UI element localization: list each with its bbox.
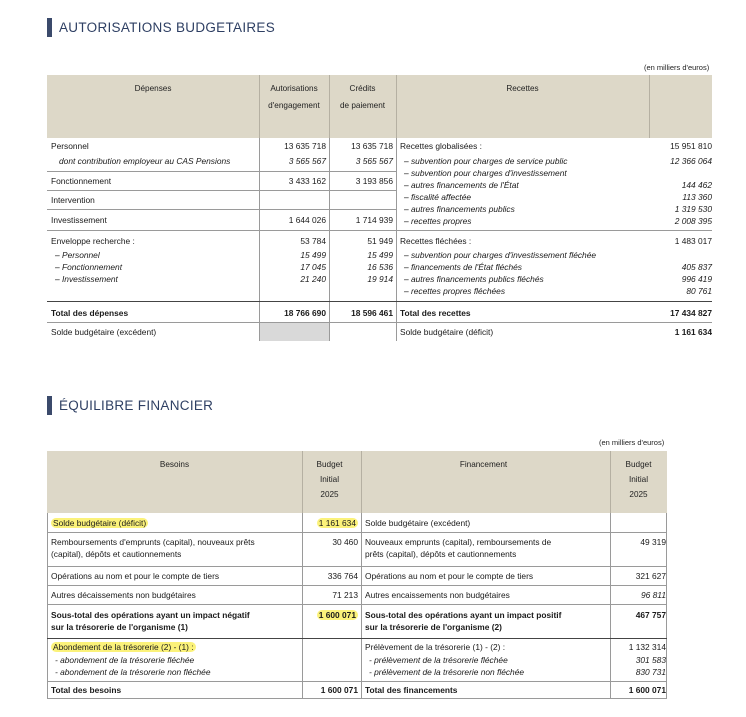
divider xyxy=(47,604,667,605)
rec-globalisees-label: Recettes globalisées : xyxy=(400,141,482,151)
eq-total-financements-label: Total des financements xyxy=(365,685,458,695)
rec-autres-publics-value: 1 319 530 xyxy=(674,204,712,214)
eq-ops-right-value: 321 627 xyxy=(635,571,666,581)
rec-publics-flechees-label: – autres financements publics fléchés xyxy=(404,274,544,284)
divider xyxy=(259,75,260,138)
section-marker xyxy=(47,396,52,415)
row-env-invest-ae: 21 240 xyxy=(300,274,326,284)
header-budget-line1: Budget xyxy=(316,460,343,469)
row-investissement-cp: 1 714 939 xyxy=(355,215,393,225)
divider xyxy=(47,698,667,699)
eq-ops-right-label: Opérations au nom et pour le compte de tiers xyxy=(365,571,534,581)
eq-nouv-value: 49 319 xyxy=(640,537,666,547)
divider xyxy=(649,75,650,138)
total-recettes-label: Total des recettes xyxy=(400,308,471,318)
eq-prel-non-flechee: - prélèvement de la trésorerie non fléchée xyxy=(369,667,525,677)
eq-abond-non-flechee: - abondement de la trésorerie non fléchée xyxy=(55,667,211,677)
row-cas-label: dont contribution employeur au CAS Pensions xyxy=(59,156,231,166)
rec-scsp-value: 12 366 064 xyxy=(670,156,712,166)
eq-prel-value: 1 132 314 xyxy=(628,642,666,652)
eq-nouv-line1: Nouveaux emprunts (capital), remboursements de xyxy=(365,537,552,547)
eq-nouv-line2: prêts (capital), dépôts et cautionnements xyxy=(365,549,517,559)
total-depenses-cp: 18 596 461 xyxy=(351,308,393,318)
eq-st-pos-value: 467 757 xyxy=(635,610,666,620)
row-cas-cp: 3 565 567 xyxy=(355,156,393,166)
rec-globalisees-value: 15 951 810 xyxy=(670,141,712,151)
rec-propres-label: – recettes propres xyxy=(404,216,472,226)
rec-propres-flechees-value: 80 761 xyxy=(686,286,712,296)
eq-aut-dec-value: 71 213 xyxy=(332,590,358,600)
divider xyxy=(47,681,667,682)
row-personnel-cp: 13 635 718 xyxy=(351,141,393,151)
section-title-autorisations xyxy=(47,18,275,37)
eq-prel-non-flechee-value: 830 731 xyxy=(635,667,666,677)
rec-etat-flechees-value: 405 837 xyxy=(681,262,712,272)
eq-total-financements-value: 1 600 071 xyxy=(628,685,666,695)
divider xyxy=(47,322,712,323)
row-env-personnel-ae: 15 499 xyxy=(300,250,326,260)
eq-remb-line2: (capital), dépôts et cautionnements xyxy=(51,549,182,559)
greyed-cell xyxy=(260,323,329,341)
row-env-personnel-cp: 15 499 xyxy=(367,250,393,260)
eq-solde-deficit-number: 1 161 634 xyxy=(318,518,356,528)
divider xyxy=(47,230,712,231)
divider xyxy=(47,566,667,567)
divider xyxy=(47,585,667,586)
eq-aut-dec-label: Autres décaissements non budgétaires xyxy=(51,590,196,600)
table-header xyxy=(47,75,712,138)
divider xyxy=(47,190,396,191)
row-fonctionnement-ae: 3 433 162 xyxy=(288,176,326,186)
rec-etat-label: – autres financements de l'État xyxy=(404,180,519,190)
rec-fiscalite-label: – fiscalité affectée xyxy=(404,192,472,202)
section-title-text: AUTORISATIONS BUDGETAIRES xyxy=(59,20,276,35)
header-ae xyxy=(259,81,329,138)
divider xyxy=(47,301,712,302)
header-budget-right xyxy=(610,457,667,513)
divider xyxy=(610,451,611,513)
header-budget-line3: 2025 xyxy=(320,490,339,499)
solde-deficit-value: 1 161 634 xyxy=(674,327,712,337)
unit-note: (en milliers d'euros) xyxy=(644,63,710,72)
row-investissement-label: Investissement xyxy=(51,215,107,225)
eq-ops-left-label: Opérations au nom et pour le compte de tiers xyxy=(51,571,220,581)
divider xyxy=(666,513,667,698)
eq-total-besoins-label: Total des besoins xyxy=(51,685,122,695)
row-env-fonct-label: – Fonctionnement xyxy=(55,262,123,272)
row-env-fonct-ae: 17 045 xyxy=(300,262,326,272)
rec-sci-label: – subvention pour charges d'investissement xyxy=(404,168,567,178)
divider xyxy=(361,451,362,513)
unit-note: (en milliers d'euros) xyxy=(599,438,665,447)
divider xyxy=(47,638,667,639)
header-budget-line2: Initial xyxy=(628,475,649,484)
header-depenses: Dépenses xyxy=(134,84,172,93)
header-budget-line2: Initial xyxy=(319,475,340,484)
solde-deficit-label: Solde budgétaire (déficit) xyxy=(400,327,494,337)
rec-fiscalite-value: 113 360 xyxy=(682,192,712,202)
header-budget-left xyxy=(302,457,357,513)
row-intervention-label: Intervention xyxy=(51,195,95,205)
row-env-fonct-cp: 16 536 xyxy=(367,262,393,272)
eq-solde-deficit-text: Solde budgétaire (déficit) xyxy=(53,518,147,528)
header-financement: Financement xyxy=(459,460,508,469)
eq-st-neg-line2: sur la trésorerie de l'organisme (1) xyxy=(51,622,188,632)
header-cp-line2: de paiement xyxy=(339,101,386,110)
eq-prel-label: Prélèvement de la trésorerie (1) - (2) : xyxy=(365,642,506,652)
eq-st-pos-line2: sur la trésorerie de l'organisme (2) xyxy=(365,622,502,632)
eq-solde-deficit-label xyxy=(51,518,148,529)
eq-abond-label xyxy=(51,642,196,653)
rec-etat-flechees-label: – financements de l'État fléchés xyxy=(404,262,522,272)
header-ae-line2: d'engagement xyxy=(268,101,320,110)
eq-ops-left-value: 336 764 xyxy=(327,571,358,581)
eq-total-besoins-value: 1 600 071 xyxy=(320,685,358,695)
eq-remb-line1: Remboursements d'emprunts (capital), nouveaux prêts xyxy=(51,537,255,547)
rec-propres-flechees-label: – recettes propres fléchées xyxy=(404,286,506,296)
rec-sci-flechee-label: – subvention pour charges d'investissement fléchée xyxy=(404,250,597,260)
divider xyxy=(361,513,362,698)
row-env-personnel-label: – Personnel xyxy=(55,250,100,260)
eq-abond-text: Abondement de la trésorerie (2) - (1) : xyxy=(53,642,194,652)
solde-excedent-label: Solde budgétaire (excédent) xyxy=(51,327,157,337)
eq-prel-flechee-value: 301 583 xyxy=(635,655,666,665)
rec-autres-publics-label: – autres financements publics xyxy=(404,204,515,214)
row-env-invest-label: – Investissement xyxy=(55,274,118,284)
eq-st-neg-number: 1 600 071 xyxy=(318,610,356,620)
rec-scsp-label: – subvention pour charges de service public xyxy=(404,156,568,166)
total-depenses-label: Total des dépenses xyxy=(51,308,129,318)
row-investissement-ae: 1 644 026 xyxy=(288,215,326,225)
rec-publics-flechees-value: 996 419 xyxy=(681,274,712,284)
section-title-equilibre xyxy=(47,396,213,415)
rec-flechees-label: Recettes fléchées : xyxy=(400,236,472,246)
eq-solde-deficit-value xyxy=(302,518,358,529)
rec-flechees-value: 1 483 017 xyxy=(674,236,712,246)
total-recettes-value: 17 434 827 xyxy=(670,308,712,318)
divider xyxy=(396,75,397,138)
header-besoins: Besoins xyxy=(159,460,190,469)
eq-aut-enc-label: Autres encaissements non budgétaires xyxy=(365,590,510,600)
table-header xyxy=(47,451,667,513)
header-budget-line1: Budget xyxy=(625,460,652,469)
row-fonctionnement-cp: 3 193 856 xyxy=(355,176,393,186)
row-enveloppe-cp: 51 949 xyxy=(367,236,393,246)
header-recettes: Recettes xyxy=(506,84,539,93)
divider xyxy=(47,209,396,210)
row-fonctionnement-label: Fonctionnement xyxy=(51,176,112,186)
row-personnel-ae: 13 635 718 xyxy=(284,141,326,151)
eq-st-pos-line1: Sous-total des opérations ayant un impact positif xyxy=(365,610,562,620)
row-personnel-label: Personnel xyxy=(51,141,89,151)
divider xyxy=(47,171,396,172)
header-cp-line1: Crédits xyxy=(349,84,376,93)
divider xyxy=(302,451,303,513)
rec-etat-value: 144 462 xyxy=(681,180,712,190)
eq-abond-flechee: - abondement de la trésorerie fléchée xyxy=(55,655,195,665)
divider xyxy=(47,513,48,698)
eq-remb-value: 30 460 xyxy=(332,537,358,547)
eq-aut-enc-value: 96 811 xyxy=(641,590,666,600)
row-env-invest-cp: 19 914 xyxy=(367,274,393,284)
total-depenses-ae: 18 766 690 xyxy=(284,308,326,318)
header-ae-line1: Autorisations xyxy=(270,84,318,93)
eq-prel-flechee: - prélèvement de la trésorerie fléchée xyxy=(369,655,508,665)
divider xyxy=(396,138,397,341)
section-title-text: ÉQUILIBRE FINANCIER xyxy=(59,398,214,413)
header-cp xyxy=(329,81,396,138)
header-budget-line3: 2025 xyxy=(629,490,648,499)
divider xyxy=(329,75,330,138)
divider xyxy=(47,532,667,533)
row-enveloppe-ae: 53 784 xyxy=(300,236,326,246)
section-marker xyxy=(47,18,52,37)
row-enveloppe-label: Enveloppe recherche : xyxy=(51,236,135,246)
rec-propres-value: 2 008 395 xyxy=(674,216,712,226)
eq-st-neg-line1: Sous-total des opérations ayant un impact négatif xyxy=(51,610,250,620)
eq-st-neg-value xyxy=(302,610,358,621)
eq-solde-excedent-label: Solde budgétaire (excédent) xyxy=(365,518,471,528)
row-cas-ae: 3 565 567 xyxy=(288,156,326,166)
